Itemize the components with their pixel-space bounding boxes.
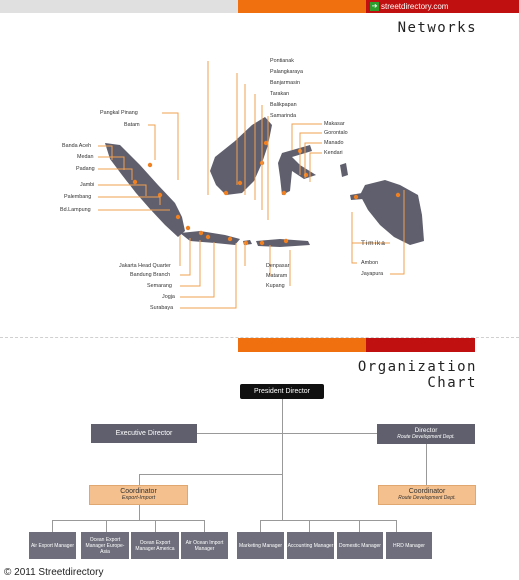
label-jambi: Jambi	[80, 182, 95, 188]
label-manado: Manado	[324, 140, 344, 146]
executive-director-label: Executive Director	[115, 430, 173, 437]
label-surabaya: Surabaya	[150, 305, 174, 311]
connector-m3	[155, 520, 156, 532]
manager-box-air-export	[29, 532, 76, 559]
connector-m2	[106, 520, 107, 532]
label-jayapura: Jayapura	[361, 271, 384, 277]
connector-m8	[396, 520, 397, 532]
connector-m5	[260, 520, 261, 532]
director-box	[377, 424, 475, 444]
networks-title: Networks	[397, 20, 477, 36]
manager-label: Air Export Manager	[30, 542, 75, 549]
president-director-label: President Director	[253, 388, 311, 395]
arrow-right-icon: ➔	[371, 3, 378, 11]
manager-box-ocean-export-europe-asia	[81, 532, 129, 559]
coordinator-left-label: Coordinator	[120, 488, 157, 495]
label-samarinda: Samarinda	[270, 113, 297, 119]
connector-left-managers-bus	[52, 520, 204, 521]
coordinator-route-dev-box	[378, 485, 476, 505]
director-label: Director	[414, 427, 438, 434]
coordinator-right-label: Coordinator	[408, 488, 446, 495]
connector-m6	[309, 520, 310, 532]
label-mataram: Mataram	[266, 273, 288, 279]
label-palembang: Palembang	[64, 194, 92, 200]
label-kupang: Kupang	[266, 283, 285, 289]
label-pontianak: Pontianak	[270, 58, 294, 64]
manager-box-marketing	[237, 532, 284, 559]
connector-president-down	[282, 398, 283, 520]
director-sub-label: Route Development Dept.	[397, 434, 455, 440]
connector-exec-director	[197, 433, 377, 434]
coordinator-export-import-box	[89, 485, 188, 505]
label-bd-lampung: Bd.Lampung	[60, 207, 91, 213]
label-batam: Batam	[124, 122, 140, 128]
label-jakarta-hq: Jakarta Head Quarter	[119, 263, 171, 269]
manager-label: Ocean Export Manager Europe-Asia	[85, 536, 125, 555]
label-gorontalo: Gorontalo	[324, 130, 348, 136]
label-tarakan: Tarakan	[270, 91, 290, 97]
connector-coordinator-left	[139, 474, 282, 475]
org-red-bar	[366, 338, 475, 352]
manager-box-hrd	[386, 532, 432, 559]
label-balikpapan: Balikpapan	[270, 102, 297, 108]
manager-box-ocean-export-america	[131, 532, 179, 559]
manager-label: Domestic Manager	[339, 542, 381, 549]
manager-box-domestic	[337, 532, 383, 559]
manager-label: Ocean Export Manager America	[135, 539, 175, 552]
connector-director-down	[426, 444, 427, 486]
label-ambon: Ambon	[361, 260, 379, 266]
manager-label: Air Ocean Import Manager	[185, 539, 224, 552]
label-bandung: Bandung Branch	[130, 272, 171, 278]
label-pangkal-pinang: Pangkal Pinang	[100, 110, 138, 116]
org-title-line2: Chart	[427, 375, 477, 391]
label-padang: Padang	[76, 166, 95, 172]
label-medan: Medan	[77, 154, 94, 160]
connector-right-managers-bus	[260, 520, 397, 521]
connector-coord-left-down	[139, 505, 140, 520]
label-palangkaraya: Palangkaraya	[270, 69, 303, 75]
manager-label: Accounting Manager	[287, 542, 334, 549]
org-title-line1: Organization	[357, 359, 477, 375]
coordinator-left-sub-label: Export-Import	[121, 495, 156, 501]
connector-m4	[204, 520, 205, 532]
label-denpasar: Denpasar	[266, 263, 290, 269]
connector-m1	[52, 520, 53, 532]
president-director-box	[240, 384, 324, 399]
manager-label: Marketing Manager	[238, 542, 283, 549]
label-banjarmasin: Banjarmasin	[270, 80, 300, 86]
site-badge-text: streetdirectory.com	[381, 2, 449, 11]
coordinator-right-sub-label: Route Development Dept.	[398, 495, 456, 501]
label-kendari: Kendari	[324, 150, 343, 156]
manager-box-air-ocean-import	[181, 532, 228, 559]
label-jogja: Jogja	[162, 294, 175, 300]
label-makasar: Makasar	[324, 121, 345, 127]
manager-label: HRD Manager	[393, 542, 425, 549]
org-orange-bar	[238, 338, 366, 352]
executive-director-box	[91, 424, 197, 443]
label-semarang: Semarang	[147, 283, 172, 289]
copyright-footer: © 2011 Streetdirectory	[4, 567, 104, 578]
label-timika: Timika	[361, 240, 386, 247]
label-banda-aceh: Banda Aceh	[62, 143, 92, 149]
connector-m7	[359, 520, 360, 532]
manager-box-accounting	[287, 532, 334, 559]
